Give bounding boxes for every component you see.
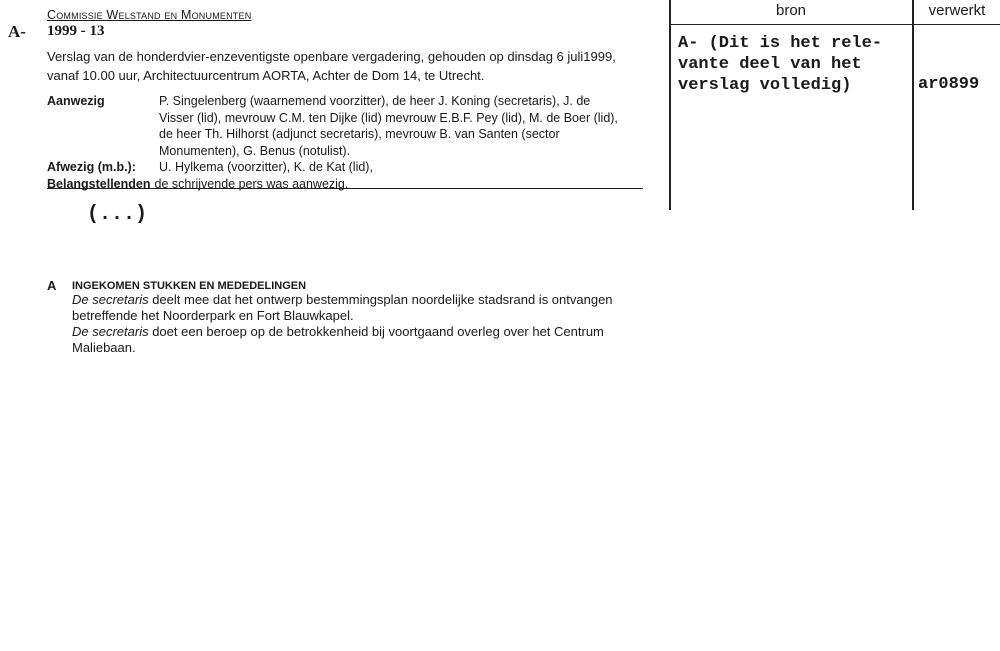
section-paragraph-2 bbox=[72, 324, 632, 356]
table-header-verwerkt: verwerkt bbox=[928, 2, 986, 19]
present-text: P. Singelenberg (waarnemend voorzitter), de heer J. Koning (secretaris), J. de Visser (lid), mevrouw C.M. ten Dijke (lid) mevrouw E.B.F. Pey (lid), M. de Boer (lid), de heer Th. Hilhorst (adjunct secretaris), mevrouw B. van Santen (sector Monumenten), G. Benus (notulist). bbox=[159, 94, 618, 158]
omission-mark: (...) bbox=[87, 203, 148, 226]
para1-subject: De secretaris bbox=[72, 292, 149, 307]
para2-subject: De secretaris bbox=[72, 324, 149, 339]
section-heading: INGEKOMEN STUKKEN EN MEDEDELINGEN bbox=[72, 280, 307, 292]
interested-text: de schrijvende pers was aanwezig. bbox=[154, 176, 349, 191]
section-letter: A bbox=[47, 278, 57, 293]
table-border-left bbox=[669, 0, 671, 210]
present-label: Aanwezig bbox=[47, 94, 105, 108]
committee-title: Commissie Welstand en Monumenten bbox=[47, 8, 252, 22]
margin-mark: A- bbox=[8, 22, 26, 41]
section-body bbox=[72, 292, 632, 356]
absent-label: Afwezig (m.b.): bbox=[47, 160, 136, 174]
attendance-present bbox=[47, 93, 647, 159]
section-paragraph-1 bbox=[72, 292, 632, 324]
para2-text: doet een beroep op de betrokkenheid bij voortgaand overleg over het Centrum Maliebaan. bbox=[72, 324, 604, 355]
table-header-line bbox=[670, 24, 1000, 25]
intro-paragraph: Verslag van de honderdvier-enzeventigste openbare vergadering, gehouden op dinsdag 6 juli1999, vanaf 10.00 uur, Architectuurcentrum AORTA, Achter de Dom 14, te Utrecht. bbox=[47, 49, 616, 83]
absent-text: U. Hylkema (voorzitter), K. de Kat (lid), bbox=[159, 160, 373, 174]
table-border-middle bbox=[912, 0, 914, 210]
para1-text: deelt mee dat het ontwerp bestemmingsplan noordelijke stadsrand is ontvangen betreffende het Noorderpark en Fort Blauwkapel. bbox=[72, 292, 613, 323]
attendance-block bbox=[47, 93, 647, 192]
interested-label: Belangstellenden bbox=[47, 176, 151, 191]
report-number: 1999 - 13 bbox=[47, 23, 105, 39]
table-cell-bron: A- (Dit is het rele- vante deel van het verslag volledig) bbox=[678, 34, 883, 95]
table-cell-verwerkt: ar0899 bbox=[918, 75, 980, 94]
header-divider bbox=[47, 188, 643, 189]
table-header-bron: bron bbox=[775, 2, 807, 19]
attendance-interested bbox=[47, 176, 647, 193]
attendance-absent bbox=[47, 159, 647, 176]
